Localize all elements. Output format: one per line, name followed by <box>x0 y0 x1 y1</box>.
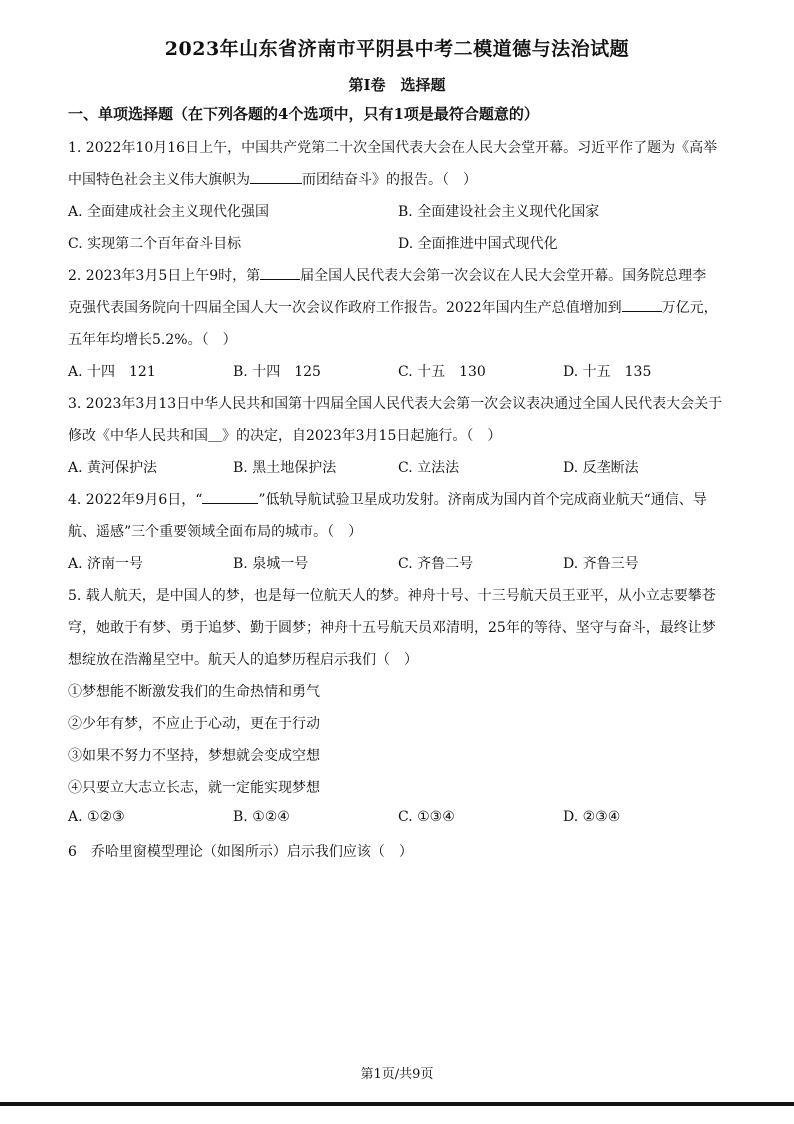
q2-line-2 <box>68 297 718 317</box>
q1-text-b: 而团结奋斗》的报告。（ ） <box>302 172 477 188</box>
option-c: C. 齐鲁二号 <box>398 556 474 572</box>
q5-statement-1: ①梦想能不断激发我们的生命热情和勇气 <box>68 684 320 700</box>
option-b: B. 十四 125 <box>233 364 321 380</box>
option-b: B. ①②④ <box>233 809 290 825</box>
q5-statement-2: ②少年有梦，不应止于心动，更在于行动 <box>68 716 320 732</box>
option-b: B. 泉城一号 <box>233 556 309 572</box>
option-a: A. 黄河保护法 <box>68 460 158 476</box>
q4-text-a: 4. 2022年9月6日，“ <box>68 492 203 508</box>
option-d: D. 全面推进中国式现代化 <box>398 236 558 252</box>
q1-line-2 <box>68 169 477 189</box>
q1-text-a: 中国特色社会主义伟大旗帜为 <box>68 172 250 188</box>
part-heading: 第Ⅰ卷 选择题 <box>348 76 446 94</box>
page-number: 第1页/共9页 <box>360 1067 434 1082</box>
answer-blank <box>202 489 258 504</box>
q4-options <box>68 553 748 573</box>
option-b: B. 全面建设社会主义现代化国家 <box>398 204 600 220</box>
q2-options <box>68 361 748 381</box>
q2-text-c: 克强代表国务院向十四届全国人大一次会议作政府工作报告。2022年国内生产总值增加到 <box>68 300 622 316</box>
option-d: D. 十五 135 <box>563 364 652 380</box>
option-d: D. ②③④ <box>563 809 621 825</box>
answer-blank <box>250 169 302 184</box>
q1-options <box>68 201 748 221</box>
option-a: A. 济南一号 <box>68 556 144 572</box>
q2-line-1 <box>68 265 706 285</box>
q4-text-b: ”低轨导航试验卫星成功发射。济南成为国内首个完成商业航天“通信、导 <box>258 492 707 508</box>
option-c: C. ①③④ <box>398 809 455 825</box>
option-a: A. 十四 121 <box>68 364 156 380</box>
option-c: C. 立法法 <box>398 460 460 476</box>
option-d: D. 反垄断法 <box>563 460 639 476</box>
q2-text-b: 届全国人民代表大会第一次会议在人民大会堂开幕。国务院总理李 <box>300 268 707 284</box>
option-a: A. ①②③ <box>68 809 125 825</box>
section-heading: 一、单项选择题（在下列各题的4个选项中，只有1项是最符合题意的） <box>68 105 539 123</box>
option-d: D. 齐鲁三号 <box>563 556 639 572</box>
q1-options-2 <box>68 233 748 253</box>
answer-blank <box>260 265 300 280</box>
q6-line-1: 6 乔哈里窗模型理论（如图所示）启示我们应该（ ） <box>68 844 413 860</box>
q5-options <box>68 809 748 829</box>
bottom-rule <box>0 1102 794 1106</box>
q4-line-1 <box>68 489 707 509</box>
answer-blank <box>622 297 662 312</box>
q2-text-a: 2. 2023年3月5日上午9时，第 <box>68 268 261 284</box>
q2-line-3: 五年年均增长5.2%。（ ） <box>68 332 237 348</box>
option-b: B. 黑土地保护法 <box>233 460 337 476</box>
q5-statement-4: ④只要立大志立长志，就一定能实现梦想 <box>68 780 320 796</box>
exam-title: 2023年山东省济南市平阴县中考二模道德与法治试题 <box>164 38 630 60</box>
q3-line-2: 修改《中华人民共和国＿》的决定，自2023年3月15日起施行。（ ） <box>68 428 502 444</box>
q2-text-d: 万亿元， <box>661 300 718 316</box>
option-c: C. 十五 130 <box>398 364 486 380</box>
q5-line-3: 想绽放在浩瀚星空中。航天人的追梦历程启示我们（ ） <box>68 652 418 668</box>
q5-line-1: 5. 载人航天，是中国人的梦，也是每一位航天人的梦。神舟十号、十三号航天员王亚平，从小立志要攀苍 <box>68 588 716 604</box>
q1-line-1: 1. 2022年10月16日上午，中国共产党第二十次全国代表大会在人民大会堂开幕。习近平作了题为《高举 <box>68 140 718 156</box>
option-a: A. 全面建成社会主义现代化强国 <box>68 204 270 220</box>
q5-line-2: 穹，她敢于有梦、勇于追梦、勤于圆梦；神舟十五号航天员邓清明，25年的等待、坚守与奋斗，最终让梦 <box>68 620 716 636</box>
q5-statement-3: ③如果不努力不坚持，梦想就会变成空想 <box>68 748 320 764</box>
q3-line-1: 3. 2023年3月13日中华人民共和国第十四届全国人民代表大会第一次会议表决通过全国人民代表大会关于 <box>68 396 723 412</box>
option-c: C. 实现第二个百年奋斗目标 <box>68 236 242 252</box>
q4-line-2: 航、遥感”三个重要领域全面布局的城市。（ ） <box>68 524 363 540</box>
q3-options <box>68 457 748 477</box>
